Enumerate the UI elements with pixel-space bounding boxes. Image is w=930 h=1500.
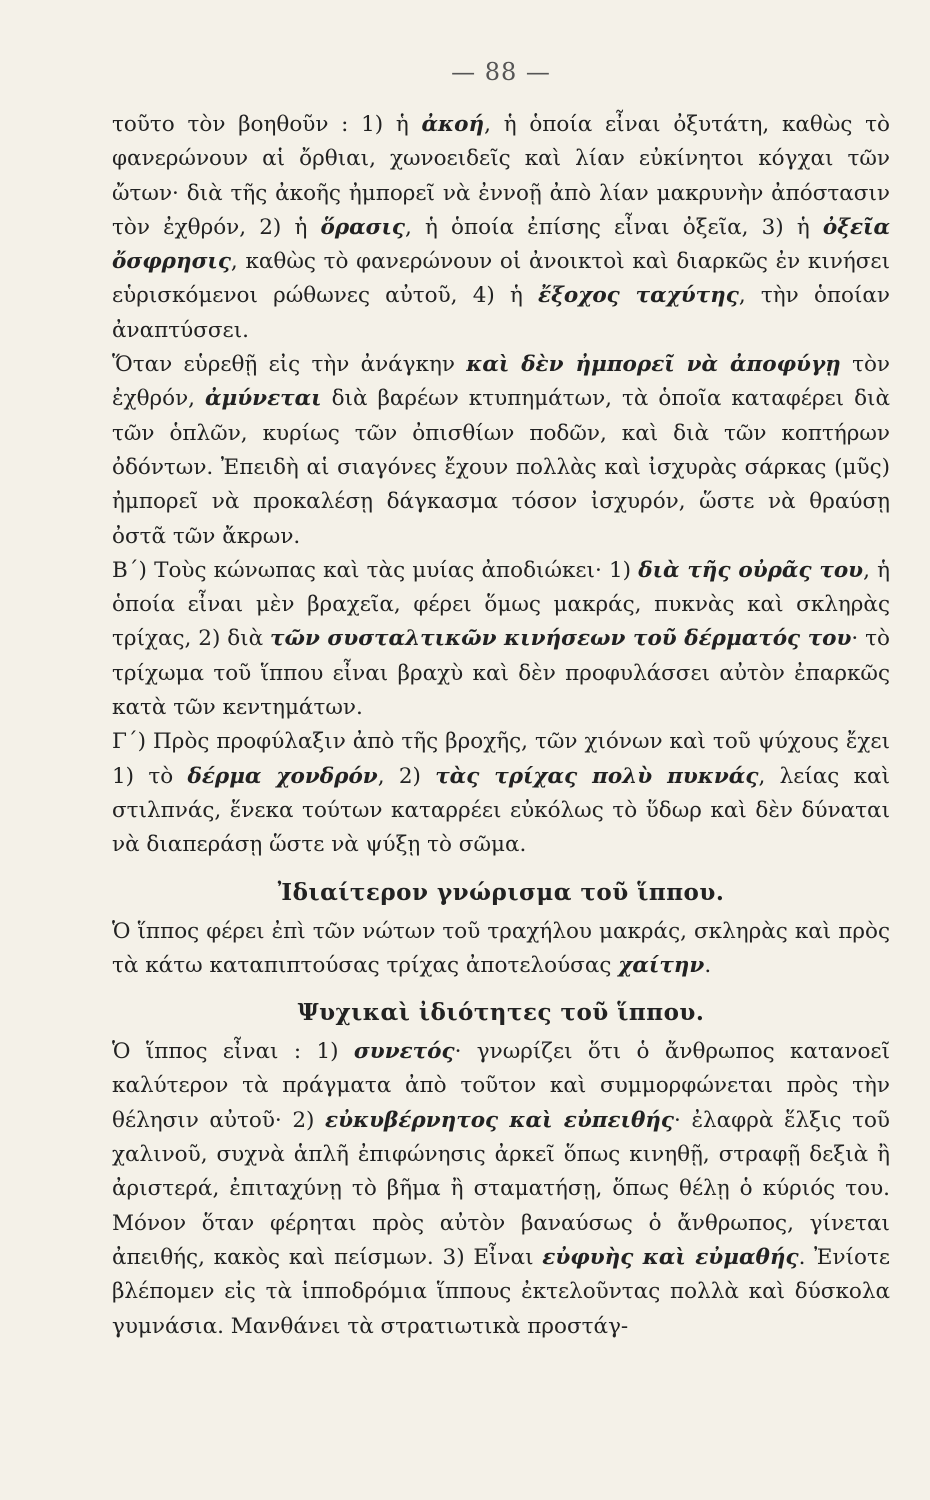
emphasized-text: διὰ τῆς οὐρᾶς του: [638, 557, 864, 583]
emphasized-text: συνετός: [353, 1039, 455, 1065]
paragraph: [112, 915, 890, 984]
text-run: · γνωρίζει ὅτι ὁ ἄνθρωπος κατανοεῖ καλύτερον τὰ πράγματα ἀπὸ τοῦτον καὶ συμμορφώνεται πρὸς τὴν θέλησιν αὐτοῦ· 2): [112, 1039, 890, 1133]
text-run: , ἡ ὁποία ἐπίσης εἶναι ὀξεῖα, 3) ἡ: [405, 214, 823, 240]
text-run: , ἡ ὁποία εἶναι μὲν βραχεῖα, φέρει ὅμως μακράς, πυκνὰς καὶ σκληρὰς τρίχας, 2) διὰ: [112, 557, 890, 652]
text-run: · τὸ τρίχωμα τοῦ ἵππου εἶναι βραχὺ καὶ δὲν προφυλάσσει αὐτὸν ἐπαρκῶς κατὰ τῶν κεντημάτων.: [112, 626, 890, 721]
emphasized-text: ὅρασις: [320, 214, 406, 240]
emphasized-text: ἀκοή: [421, 112, 485, 137]
emphasized-text: τὰς τρίχας πολὺ πυκνάς: [435, 763, 759, 789]
text-run: Ὁ ἵππος φέρει ἐπὶ τῶν νώτων τοῦ τραχήλου μακράς, σκληρὰς καὶ πρὸς τὰ κάτω καταπιπτούσας τρίχας ἀποτελούσας: [112, 918, 890, 978]
emphasized-text: ὀξεῖα ὄσφρησις: [112, 214, 890, 275]
paragraph: [112, 725, 890, 862]
text-run: , 2): [377, 763, 436, 789]
text-run: . Ἐνίοτε βλέπομεν εἰς τὰ ἱπποδρόμια ἵππους ἐκτελοῦντας πολλὰ καὶ δύσκολα γυμνάσια. Μανθάνει τὰ στρατιωτικὰ προστάγ-: [112, 1244, 890, 1339]
text-run: διὰ βαρέων κτυπημάτων, τὰ ὁποῖα καταφέρει διὰ τῶν ὁπλῶν, κυρίως τῶν ὀπισθίων ποδῶν, καὶ διὰ τῶν κοπτήρων ὀδόντων. Ἐπειδὴ αἱ σιαγόνες ἔχουν πολλὰς καὶ ἰσχυρὰς σάρκας (μῦς) ἠμπορεῖ νὰ προκαλέσῃ δάγκασμα τόσον ἰσχυρόν, ὥστε νὰ θραύσῃ ὀστᾶ τῶν ἄκρων.: [112, 386, 890, 549]
emphasized-text: εὐκυβέρνητος καὶ εὐπειθής: [325, 1107, 675, 1133]
paragraph: [112, 554, 890, 725]
emphasized-text: ἔξοχος ταχύτης: [538, 283, 739, 309]
text-run: · ἐλαφρὰ ἕλξις τοῦ χαλινοῦ, συχνὰ ἁπλῆ ἐπιφώνησις ἀρκεῖ ὅπως κινηθῇ, στραφῇ δεξιὰ ἢ ἀριστερά, ἐπιταχύνῃ τὸ βῆμα ἢ σταματήσῃ, ὅπως θέλῃ ὁ κύριός του. Μόνον ὅταν φέρηται πρὸς αὐτὸν βαναύσως ὁ ἄνθρωπος, γίνεται ἀπειθής, κακὸς καὶ πείσμων. 3) Εἶναι: [112, 1107, 890, 1270]
text-run: τοῦτο τὸν βοηθοῦν : 1) ἡ: [112, 112, 422, 137]
paragraph: [112, 348, 890, 554]
text-run: Β΄) Τοὺς κώνωπας καὶ τὰς μυίας ἀποδιώκει· 1): [112, 557, 639, 583]
emphasized-text: δέρμα χονδρόν: [187, 763, 378, 789]
text-run: τὸν ἐχθρόν,: [112, 352, 890, 412]
paragraph: [112, 1035, 890, 1344]
emphasized-text: καὶ δὲν ἠμπορεῖ νὰ ἀποφύγῃ: [466, 352, 841, 378]
text-run: , καθὼς τὸ φανερώνουν οἱ ἀνοικτοὶ καὶ διαρκῶς ἐν κινήσει εὑρισκόμενοι ρώθωνες αὐτοῦ, 4) ἡ: [112, 249, 890, 309]
page-number: — 88 —: [451, 58, 551, 86]
text-run: , τὴν ὁποίαν ἀναπτύσσει.: [112, 283, 890, 343]
paragraph: [112, 108, 890, 348]
body-section-3: [112, 1035, 890, 1344]
emphasized-text: τῶν συσταλτικῶν κινήσεων τοῦ δέρματός του: [270, 626, 852, 652]
emphasized-text: εὐφυὴς καὶ εὐμαθής: [542, 1244, 799, 1270]
text-run: , ἡ ὁποία εἶναι ὀξυτάτη, καθὼς τὸ φανερώνουν αἱ ὄρθιαι, χωνοειδεῖς καὶ λίαν εὐκίνητοι κόγχαι τῶν ὤτων· διὰ τῆς ἀκοῆς ἠμπορεῖ νὰ ἐννοῇ ἀπὸ λίαν μακρυνὴν ἀπόστασιν τὸν ἐχθρόν, 2) ἡ: [112, 112, 890, 240]
text-run: , λείας καὶ στιλπνάς, ἕνεκα τούτων καταρρέει εὐκόλως τὸ ὕδωρ καὶ δὲν δύναται νὰ διαπεράσῃ ὥστε νὰ ψύξῃ τὸ σῶμα.: [112, 763, 890, 858]
text-run: .: [704, 952, 712, 978]
text-run: Ὅταν εὑρεθῇ εἰς τὴν ἀνάγκην: [112, 352, 467, 378]
body-section-1: [112, 108, 890, 863]
body-section-2: [112, 915, 890, 984]
emphasized-text: ἀμύνεται: [204, 386, 322, 412]
text-run: Γ΄) Πρὸς προφύλαξιν ἀπὸ τῆς βροχῆς, τῶν χιόνων καὶ τοῦ ψύχους ἔχει 1) τὸ: [112, 729, 890, 789]
emphasized-text: χαίτην: [618, 952, 705, 978]
text-run: Ὁ ἵππος εἶναι : 1): [112, 1039, 354, 1065]
section-heading: Ψυχικαὶ ἰδιότητες τοῦ ἵππου.: [297, 999, 705, 1027]
section-heading: Ἰδιαίτερον γνώρισμα τοῦ ἵππου.: [277, 878, 725, 906]
